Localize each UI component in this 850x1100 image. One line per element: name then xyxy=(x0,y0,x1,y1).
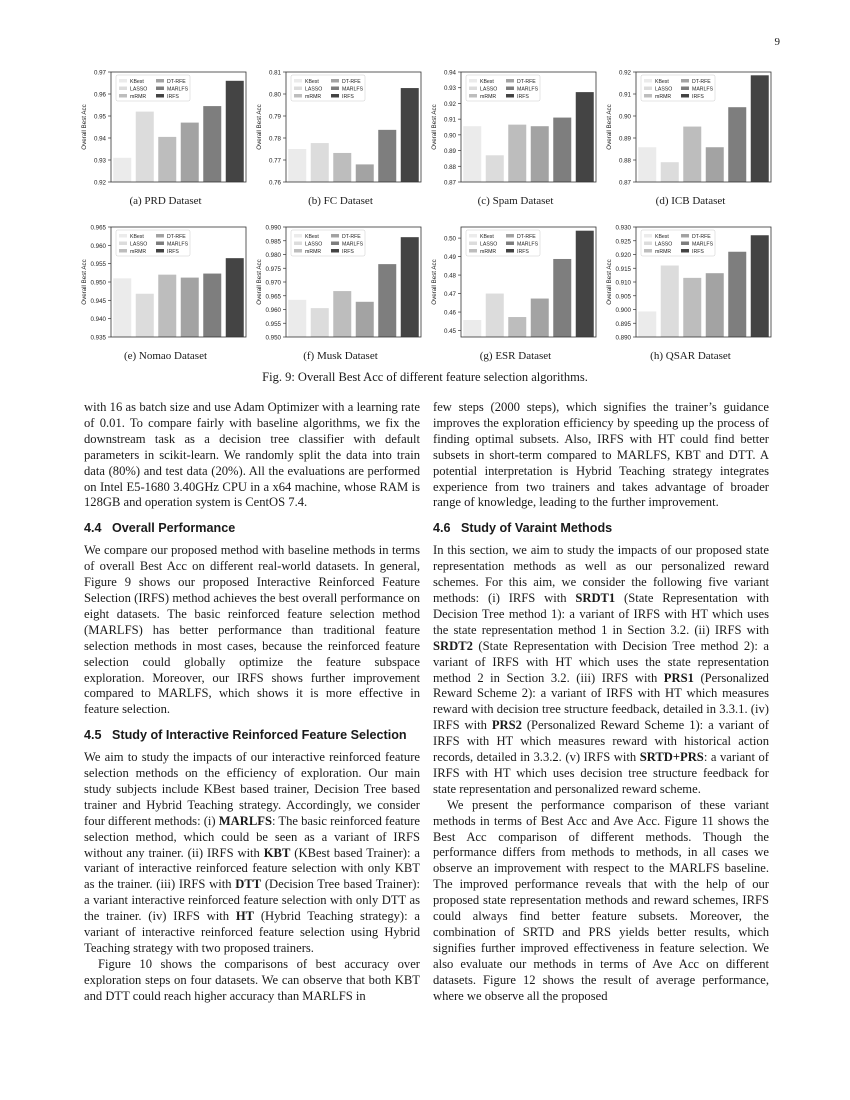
text-run: (Decision Tree based Trainer): a variant interactive reinforced feature selection with only DTT as the trainer. (iv) IRFS with xyxy=(84,877,420,924)
section-title: Study of Interactive Reinforced Feature Selection xyxy=(112,728,407,743)
chart-3 xyxy=(428,64,603,214)
term-srdt2: SRDT2 xyxy=(433,638,473,653)
left-column xyxy=(84,400,420,1005)
y-tick-label: 0.900 xyxy=(615,307,631,314)
bar-marlfs xyxy=(553,118,571,182)
y-tick-label: 0.930 xyxy=(615,224,631,232)
legend-swatch xyxy=(644,249,652,253)
bar-irfs xyxy=(576,231,594,337)
chart-6 xyxy=(253,219,428,369)
legend-swatch xyxy=(331,249,339,253)
legend-swatch xyxy=(681,249,689,253)
text-run: (KBest based Trainer): a variant of interactive reinforced feature selection with only KBT as the trainer. (iii) IRFS with xyxy=(84,845,420,892)
legend-swatch xyxy=(119,249,127,253)
y-tick-label: 0.78 xyxy=(268,135,281,143)
y-tick-label: 0.985 xyxy=(265,238,281,246)
y-tick-label: 0.80 xyxy=(268,91,281,99)
bar-mrmr xyxy=(333,153,351,182)
chart-8 xyxy=(603,219,778,369)
y-tick-label: 0.910 xyxy=(615,279,631,287)
text-run: (State Representation with Decision Tree method 2): a variant of IRFS with HT which uses the state representation method 2 in Section 3.2. (iii) IRFS with xyxy=(433,638,769,685)
term-prs1: PRS1 xyxy=(663,670,694,685)
y-tick-label: 0.76 xyxy=(268,179,281,187)
bar-lasso xyxy=(311,308,329,337)
legend-label: KBest xyxy=(130,233,144,240)
bar-chart-svg xyxy=(603,219,778,349)
legend-label: MARLFS xyxy=(692,241,714,248)
bar-chart-svg xyxy=(428,219,603,349)
legend-swatch xyxy=(469,242,477,246)
legend-label: KBest xyxy=(305,78,319,85)
legend-swatch xyxy=(294,242,302,246)
term-prs2: PRS2 xyxy=(491,718,522,733)
legend-swatch xyxy=(681,242,689,246)
legend-label: mRMR xyxy=(480,248,497,255)
legend-swatch xyxy=(294,94,302,98)
legend-swatch xyxy=(119,87,127,91)
paragraph: We present the performance comparison of these variant methods in terms of Best Acc and Ave Acc. Figure 11 shows the Best Acc comparison of different methods. Though the performance differs from methods to methods, in all cases we observe an improvement with respect to the MARLFS baseline. The improved performance reveals that with the help of our proposed state representation methods and reward schemes, IRFS could always find better feature subsets. Moreover, the combination of SRTD and PRS yields better results, which signifies further improved effectiveness in feature selection. We also evaluate our methods in terms of Ave Acc on different datasets. Figure 12 shows the result of average performance, where we observe all the proposed xyxy=(433,797,769,1003)
legend-label: IRFS xyxy=(342,248,354,255)
y-tick-label: 0.90 xyxy=(443,132,456,140)
legend-swatch xyxy=(119,242,127,246)
subfigure-caption: (c) Spam Dataset xyxy=(477,195,554,207)
y-tick-label: 0.88 xyxy=(618,157,631,165)
y-axis-label: Overall Best Acc xyxy=(81,104,88,150)
bar-dt-rfe xyxy=(356,302,374,337)
text-run: : a variant of IRFS with HT which uses decision tree structure feedback for state representation and personalized reward scheme. xyxy=(433,750,769,796)
bar-irfs xyxy=(401,237,419,337)
legend-label: MARLFS xyxy=(342,241,364,248)
bar-mrmr xyxy=(158,275,176,337)
y-axis-label: Overall Best Acc xyxy=(256,104,263,150)
legend-swatch xyxy=(156,79,164,83)
paragraph: with 16 as batch size and use Adam Optimizer with a learning rate of 0.01. To compare fairly with baseline algorithms, we fix the downstream task as a decision tree classifier with default parameters in scikit-learn. We randomly split the data into train data (80%) and test data (20%). All the evaluations are performed on Intel E5-1680 3.40GHz CPU in a x64 machine, whose RAM is 128GB and operation system is CentOS 7.4. xyxy=(84,400,420,510)
section-number: 4.5 xyxy=(84,728,102,743)
y-tick-label: 0.950 xyxy=(265,334,281,342)
bar-mrmr xyxy=(683,127,701,182)
y-tick-label: 0.93 xyxy=(443,85,456,93)
section-number: 4.6 xyxy=(433,521,451,536)
y-tick-label: 0.48 xyxy=(443,272,456,280)
section-heading-4-6 xyxy=(433,521,769,537)
y-tick-label: 0.970 xyxy=(265,279,281,287)
bar-irfs xyxy=(751,75,769,182)
legend-label: IRFS xyxy=(517,248,529,255)
y-tick-label: 0.89 xyxy=(618,135,631,143)
legend-swatch xyxy=(644,79,652,83)
y-tick-label: 0.94 xyxy=(93,135,106,143)
y-tick-label: 0.920 xyxy=(615,252,631,259)
y-tick-label: 0.50 xyxy=(443,235,456,243)
subfigure-caption: (g) ESR Dataset xyxy=(479,350,552,362)
y-axis-label: Overall Best Acc xyxy=(606,104,613,150)
legend-label: LASSO xyxy=(480,241,498,248)
bar-lasso xyxy=(136,294,154,337)
term-dtt: DTT xyxy=(235,877,262,892)
legend-label: MARLFS xyxy=(692,86,714,93)
legend-swatch xyxy=(681,234,689,238)
y-tick-label: 0.92 xyxy=(443,100,456,108)
legend-swatch xyxy=(506,234,514,238)
y-tick-label: 0.97 xyxy=(93,69,106,77)
legend-swatch xyxy=(644,242,652,246)
legend-label: DT-RFE xyxy=(692,78,711,85)
legend-label: DT-RFE xyxy=(167,233,186,240)
legend-swatch xyxy=(119,94,127,98)
legend-label: mRMR xyxy=(130,93,147,100)
y-tick-label: 0.89 xyxy=(443,148,456,156)
y-tick-label: 0.77 xyxy=(268,157,281,165)
legend-label: LASSO xyxy=(655,241,673,248)
legend-label: LASSO xyxy=(130,86,148,93)
term-ht: HT xyxy=(235,909,255,924)
text-run: We aim to study the impacts of our interactive reinforced feature selection methods on the efficiency of exploration. Our main study subjects include KBest based trainer, Decision Tree based trainer and Hybrid Teaching strategy. Accordingly, we consider four different methods: (i) xyxy=(84,750,420,828)
bar-lasso xyxy=(486,155,504,182)
subfigure-caption: (e) Nomao Dataset xyxy=(123,350,208,362)
y-tick-label: 0.890 xyxy=(615,334,631,342)
subfigure-caption: (b) FC Dataset xyxy=(308,195,373,207)
bar-irfs xyxy=(751,235,769,337)
y-axis-label: Overall Best Acc xyxy=(81,259,88,305)
bar-chart-svg xyxy=(428,64,603,194)
bar-mrmr xyxy=(508,317,526,337)
y-tick-label: 0.975 xyxy=(265,265,281,273)
paragraph: We compare our proposed method with baseline methods in terms of overall Best Acc on different real-world datasets. In general, Figure 9 shows our proposed Interactive Reinforced Feature Selection (IRFS) method achieves the best overall performance on eight datasets. The basic reinforced feature selection method (MARLFS) has better performance than traditional feature selection methods in most cases, because the reinforced feature selection could globally optimize the feature subspace exploration. Moreover, our IRFS shows further improvement compared to MARLFS, which shows it is more effective in feature selection. xyxy=(84,543,420,717)
legend-swatch xyxy=(294,87,302,91)
bar-chart-svg xyxy=(78,219,253,349)
bar-lasso xyxy=(661,266,679,338)
legend-swatch xyxy=(506,87,514,91)
term-kbt: KBT xyxy=(263,845,291,860)
legend-label: KBest xyxy=(130,78,144,85)
paragraph xyxy=(433,543,769,798)
legend-label: MARLFS xyxy=(167,86,189,93)
bar-marlfs xyxy=(378,264,396,337)
y-tick-label: 0.935 xyxy=(90,334,106,342)
legend-swatch xyxy=(156,87,164,91)
bar-lasso xyxy=(136,112,154,182)
legend-swatch xyxy=(119,79,127,83)
legend-label: LASSO xyxy=(130,241,148,248)
text-run: (Personalized Reward Scheme 2): a variant of IRFS with HT which measures reward with decision tree structure feedback, detailed in 3.3.1. (iv) IRFS with xyxy=(433,670,769,733)
paragraph: few steps (2000 steps), which signifies the trainer’s guidance improves the exploration efficiency by speeding up the process of finding optimal subsets. Also, IRFS with HT could find better subsets in short-term compared to MARLFS, KBT and DTT. A potential interpretation is Hybrid Teaching strategy integrates experience from two trainers and takes advantage of broader range of knowledge, leading to the further improvement. xyxy=(433,400,769,510)
bar-kbest xyxy=(463,126,481,182)
term-marlfs: MARLFS xyxy=(218,813,272,828)
y-axis-label: Overall Best Acc xyxy=(606,259,613,305)
section-title: Overall Performance xyxy=(112,521,236,536)
bar-marlfs xyxy=(378,130,396,182)
legend-label: mRMR xyxy=(305,248,322,255)
legend-label: mRMR xyxy=(130,248,147,255)
section-title: Study of Varaint Methods xyxy=(461,521,613,536)
y-axis-label: Overall Best Acc xyxy=(431,104,438,150)
legend-label: MARLFS xyxy=(167,241,189,248)
legend-swatch xyxy=(644,87,652,91)
bar-dt-rfe xyxy=(531,299,549,337)
legend-swatch xyxy=(644,94,652,98)
y-tick-label: 0.905 xyxy=(615,293,631,301)
legend-label: mRMR xyxy=(655,248,672,255)
legend-swatch xyxy=(469,79,477,83)
bar-kbest xyxy=(288,149,306,182)
y-tick-label: 0.955 xyxy=(265,320,281,328)
legend-label: DT-RFE xyxy=(342,233,361,240)
legend-label: LASSO xyxy=(305,86,323,93)
legend-swatch xyxy=(469,249,477,253)
bar-dt-rfe xyxy=(356,164,374,182)
legend-swatch xyxy=(331,79,339,83)
subfigure-caption: (d) ICB Dataset xyxy=(655,195,726,207)
text-run: : The basic reinforced feature selection method, which could be seen as a variant of IRFS without any trainer. (ii) IRFS with xyxy=(84,813,420,860)
text-run: In this section, we aim to study the impacts of our proposed state representation methods as well as our personalized reward schemes. For this aim, we consider the following five variant methods: (i) IRFS with xyxy=(433,543,769,605)
legend-label: KBest xyxy=(305,233,319,240)
y-tick-label: 0.94 xyxy=(443,69,456,77)
bar-marlfs xyxy=(203,106,221,182)
text-run: (State Representation with Decision Tree method 1): a variant of IRFS with HT which uses the state representation method 1 in Section 3.2. (ii) IRFS with xyxy=(433,590,769,637)
bar-lasso xyxy=(486,294,504,337)
page-number: 9 xyxy=(774,36,780,48)
legend-label: KBest xyxy=(655,233,669,240)
bar-irfs xyxy=(401,88,419,182)
legend-label: mRMR xyxy=(480,93,497,100)
y-tick-label: 0.92 xyxy=(93,179,106,187)
legend-label: IRFS xyxy=(692,93,704,100)
y-tick-label: 0.91 xyxy=(443,116,456,124)
bar-kbest xyxy=(638,311,656,337)
chart-7 xyxy=(428,219,603,369)
bar-dt-rfe xyxy=(706,273,724,337)
legend-label: MARLFS xyxy=(517,86,539,93)
paragraph xyxy=(84,750,420,957)
y-tick-label: 0.93 xyxy=(93,157,106,165)
y-tick-label: 0.45 xyxy=(443,328,456,336)
bar-dt-rfe xyxy=(181,278,199,337)
bar-irfs xyxy=(576,92,594,182)
y-tick-label: 0.965 xyxy=(265,293,281,301)
y-axis-label: Overall Best Acc xyxy=(431,259,438,305)
legend-swatch xyxy=(331,242,339,246)
bar-chart-svg xyxy=(78,64,253,194)
legend-swatch xyxy=(469,234,477,238)
y-tick-label: 0.940 xyxy=(90,316,106,324)
bar-kbest xyxy=(113,278,131,337)
legend-label: DT-RFE xyxy=(692,233,711,240)
y-tick-label: 0.945 xyxy=(90,297,106,305)
bar-marlfs xyxy=(728,107,746,182)
bar-irfs xyxy=(226,81,244,182)
y-tick-label: 0.87 xyxy=(443,179,456,187)
legend-swatch xyxy=(119,234,127,238)
y-tick-label: 0.47 xyxy=(443,291,456,299)
section-heading-4-4 xyxy=(84,521,420,537)
bar-chart-svg xyxy=(253,219,428,349)
y-tick-label: 0.96 xyxy=(93,91,106,99)
paragraph: Figure 10 shows the comparisons of best accuracy over exploration steps on four datasets. We can observe that both KBT and DTT could reach higher accuracy than MARLFS in xyxy=(84,956,420,1003)
y-tick-label: 0.95 xyxy=(93,113,106,121)
y-tick-label: 0.955 xyxy=(90,261,106,269)
y-tick-label: 0.915 xyxy=(615,265,631,273)
legend-label: IRFS xyxy=(167,248,179,255)
subfigure-caption: (a) PRD Dataset xyxy=(129,195,202,207)
y-tick-label: 0.92 xyxy=(618,69,631,77)
legend-swatch xyxy=(506,242,514,246)
bar-kbest xyxy=(113,158,131,182)
legend-swatch xyxy=(294,79,302,83)
y-tick-label: 0.950 xyxy=(90,279,106,287)
legend-label: KBest xyxy=(480,78,494,85)
legend-swatch xyxy=(156,234,164,238)
y-tick-label: 0.965 xyxy=(90,224,106,232)
legend-swatch xyxy=(681,87,689,91)
y-tick-label: 0.49 xyxy=(443,254,456,262)
legend-label: MARLFS xyxy=(342,86,364,93)
legend-swatch xyxy=(156,242,164,246)
legend-swatch xyxy=(681,79,689,83)
bar-mrmr xyxy=(333,291,351,337)
legend-label: LASSO xyxy=(655,86,673,93)
bar-lasso xyxy=(661,162,679,182)
bar-chart-svg xyxy=(603,64,778,194)
y-tick-label: 0.980 xyxy=(265,252,281,259)
legend-swatch xyxy=(506,249,514,253)
legend-label: IRFS xyxy=(342,93,354,100)
legend-label: LASSO xyxy=(480,86,498,93)
y-tick-label: 0.91 xyxy=(618,91,631,99)
legend-label: MARLFS xyxy=(517,241,539,248)
section-number: 4.4 xyxy=(84,521,102,536)
figure-caption: Fig. 9: Overall Best Acc of different feature selection algorithms. xyxy=(262,370,588,384)
legend-swatch xyxy=(506,79,514,83)
legend-swatch xyxy=(294,249,302,253)
legend-label: LASSO xyxy=(305,241,323,248)
y-axis-label: Overall Best Acc xyxy=(256,259,263,305)
legend-label: DT-RFE xyxy=(167,78,186,85)
bar-mrmr xyxy=(508,125,526,182)
chart-4 xyxy=(603,64,778,214)
bar-mrmr xyxy=(683,278,701,337)
bar-chart-svg xyxy=(253,64,428,194)
legend-label: IRFS xyxy=(517,93,529,100)
legend-swatch xyxy=(506,94,514,98)
legend-swatch xyxy=(469,87,477,91)
legend-swatch xyxy=(156,94,164,98)
legend-swatch xyxy=(331,87,339,91)
bar-dt-rfe xyxy=(181,123,199,182)
right-column xyxy=(433,400,769,1005)
bar-dt-rfe xyxy=(706,147,724,182)
legend-label: DT-RFE xyxy=(517,78,536,85)
section-heading-4-5 xyxy=(84,728,420,744)
text-run: (Hybrid Teaching strategy): a variant of interactive reinforced feature selection using Hybrid Teaching strategy with two proposed trainers. xyxy=(84,909,421,955)
legend-label: IRFS xyxy=(692,248,704,255)
legend-label: IRFS xyxy=(167,93,179,100)
y-tick-label: 0.81 xyxy=(268,69,281,77)
y-tick-label: 0.87 xyxy=(618,179,631,187)
bar-kbest xyxy=(638,147,656,182)
bar-marlfs xyxy=(203,274,221,337)
legend-swatch xyxy=(331,234,339,238)
legend-label: mRMR xyxy=(305,93,322,100)
legend-swatch xyxy=(469,94,477,98)
y-tick-label: 0.895 xyxy=(615,320,631,328)
term-srtd-prs: SRTD+PRS xyxy=(639,750,704,765)
legend-label: KBest xyxy=(655,78,669,85)
y-tick-label: 0.960 xyxy=(265,307,281,314)
y-tick-label: 0.925 xyxy=(615,238,631,246)
chart-2 xyxy=(253,64,428,214)
legend-label: DT-RFE xyxy=(517,233,536,240)
bar-irfs xyxy=(226,258,244,337)
y-tick-label: 0.90 xyxy=(618,113,631,121)
legend-swatch xyxy=(156,249,164,253)
subfigure-caption: (f) Musk Dataset xyxy=(303,350,378,362)
legend-swatch xyxy=(294,234,302,238)
chart-1 xyxy=(78,64,253,214)
y-tick-label: 0.46 xyxy=(443,309,456,317)
bar-kbest xyxy=(463,320,481,337)
subfigure-caption: (h) QSAR Dataset xyxy=(650,350,731,362)
bar-dt-rfe xyxy=(531,126,549,182)
y-tick-label: 0.88 xyxy=(443,163,456,171)
bar-mrmr xyxy=(158,137,176,182)
y-tick-label: 0.990 xyxy=(265,224,281,232)
bar-marlfs xyxy=(728,252,746,337)
chart-5 xyxy=(78,219,253,369)
bar-kbest xyxy=(288,300,306,337)
bar-marlfs xyxy=(553,259,571,337)
legend-swatch xyxy=(331,94,339,98)
legend-label: KBest xyxy=(480,233,494,240)
bar-lasso xyxy=(311,143,329,182)
legend-label: mRMR xyxy=(655,93,672,100)
legend-swatch xyxy=(681,94,689,98)
y-tick-label: 0.960 xyxy=(90,242,106,250)
y-tick-label: 0.79 xyxy=(268,113,281,121)
text-run: (Personalized Reward Scheme 1): a variant of IRFS with HT which measures reward with historical action records, detailed in 3.3.2. (v) IRFS with xyxy=(433,718,769,765)
term-srdt1: SRDT1 xyxy=(575,590,616,605)
legend-swatch xyxy=(644,234,652,238)
legend-label: DT-RFE xyxy=(342,78,361,85)
